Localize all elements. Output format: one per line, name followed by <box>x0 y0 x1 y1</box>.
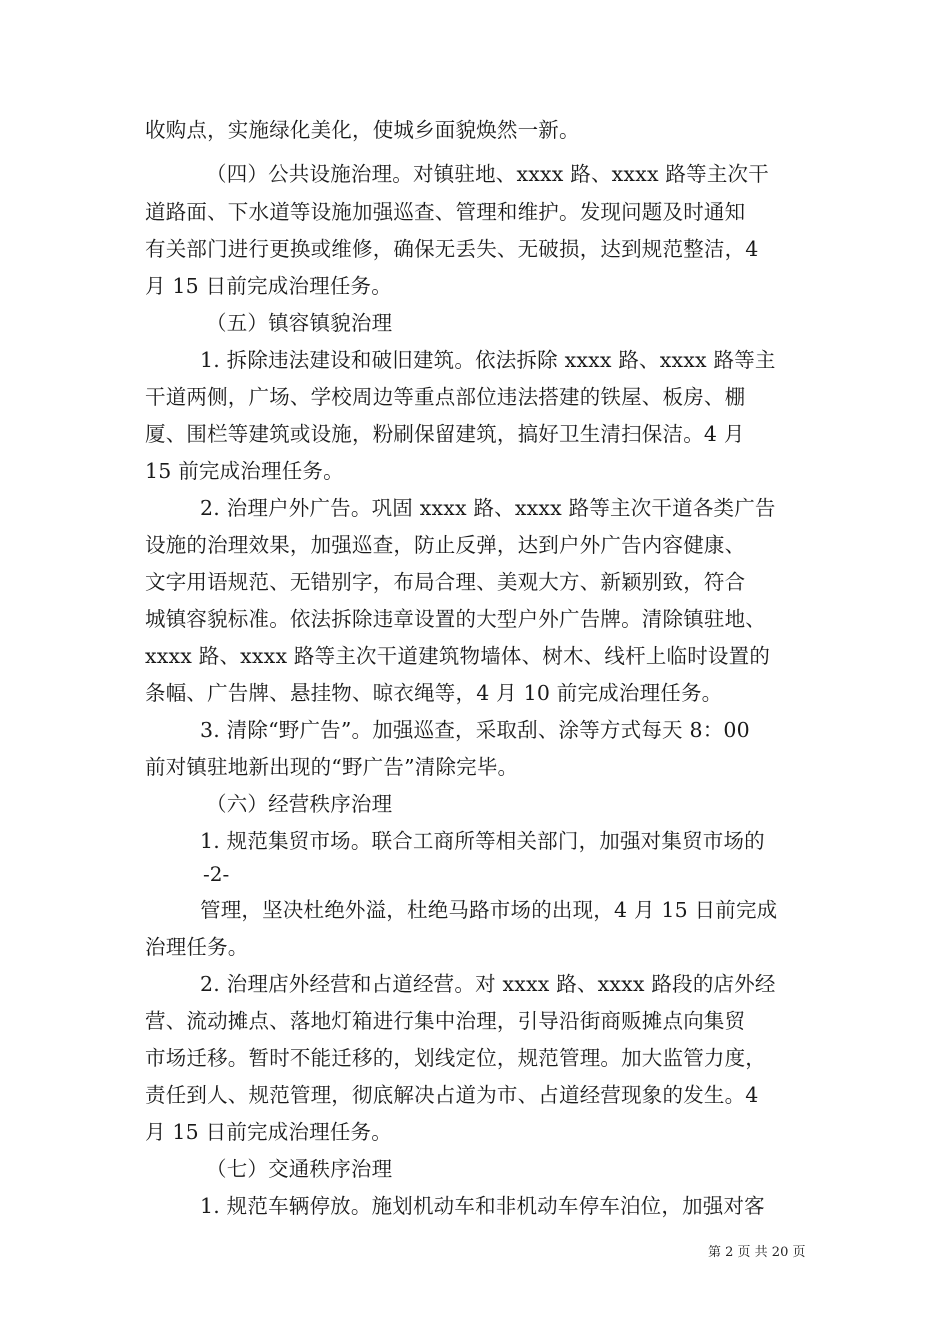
text-line: 有关部门进行更换或维修，确保无丢失、无破损，达到规范整洁，4 <box>145 237 759 261</box>
text-line: 条幅、广告牌、悬挂物、晾衣绳等，4 月 10 前完成治理任务。 <box>145 681 723 705</box>
text-line: 月 15 日前完成治理任务。 <box>145 274 392 298</box>
text-line: 城镇容貌标准。依法拆除违章设置的大型户外广告牌。清除镇驻地、 <box>145 607 766 631</box>
text-line: 干道两侧，广场、学校周边等重点部位违法搭建的铁屋、板房、棚 <box>145 385 746 409</box>
text-line: 收购点，实施绿化美化，使城乡面貌焕然一新。 <box>145 118 580 142</box>
list-item-start: 3. 清除“野广告”。加强巡查，采取刮、涂等方式每天 8：00 <box>200 718 750 742</box>
text-line: xxxx 路、xxxx 路等主次干道建筑物墙体、树木、线杆上临时设置的 <box>145 644 771 668</box>
text-line: 厦、围栏等建筑或设施，粉刷保留建筑，搞好卫生清扫保洁。4 月 <box>145 422 745 446</box>
list-item-start: 2. 治理店外经营和占道经营。对 xxxx 路、xxxx 路段的店外经 <box>200 972 776 996</box>
text-line: 管理，坚决杜绝外溢，杜绝马路市场的出现，4 月 15 日前完成 <box>200 898 778 922</box>
section-heading-7: （七）交通秩序治理 <box>206 1157 393 1181</box>
section-heading-6: （六）经营秩序治理 <box>206 792 393 816</box>
list-item-start: 2. 治理户外广告。巩固 xxxx 路、xxxx 路等主次干道各类广告 <box>200 496 776 520</box>
text-line: 15 前完成治理任务。 <box>145 459 344 483</box>
inline-page-mark: -2- <box>203 862 230 886</box>
text-line: 市场迁移。暂时不能迁移的，划线定位，规范管理。加大监管力度， <box>145 1046 766 1070</box>
section-heading-4: （四）公共设施治理。对镇驻地、xxxx 路、xxxx 路等主次干 <box>206 162 769 186</box>
list-item-start: 1. 规范车辆停放。施划机动车和非机动车停车泊位，加强对客 <box>200 1194 765 1218</box>
text-line: 治理任务。 <box>145 935 249 959</box>
text-line: 道路面、下水道等设施加强巡查、管理和维护。发现问题及时通知 <box>145 200 746 224</box>
section-heading-5: （五）镇容镇貌治理 <box>206 311 393 335</box>
page-footer: 第 2 页 共 20 页 <box>708 1245 806 1260</box>
text-line: 月 15 日前完成治理任务。 <box>145 1120 392 1144</box>
text-line: 责任到人、规范管理，彻底解决占道为市、占道经营现象的发生。4 <box>145 1083 759 1107</box>
list-item-start: 1. 规范集贸市场。联合工商所等相关部门，加强对集贸市场的 <box>200 829 765 853</box>
text-line: 营、流动摊点、落地灯箱进行集中治理，引导沿街商贩摊点向集贸 <box>145 1009 746 1033</box>
text-line: 文字用语规范、无错别字，布局合理、美观大方、新颖别致，符合 <box>145 570 746 594</box>
text-line: 前对镇驻地新出现的“野广告”清除完毕。 <box>145 755 519 779</box>
text-line: 设施的治理效果，加强巡查，防止反弹，达到户外广告内容健康、 <box>145 533 746 557</box>
list-item-start: 1. 拆除违法建设和破旧建筑。依法拆除 xxxx 路、xxxx 路等主 <box>200 348 776 372</box>
